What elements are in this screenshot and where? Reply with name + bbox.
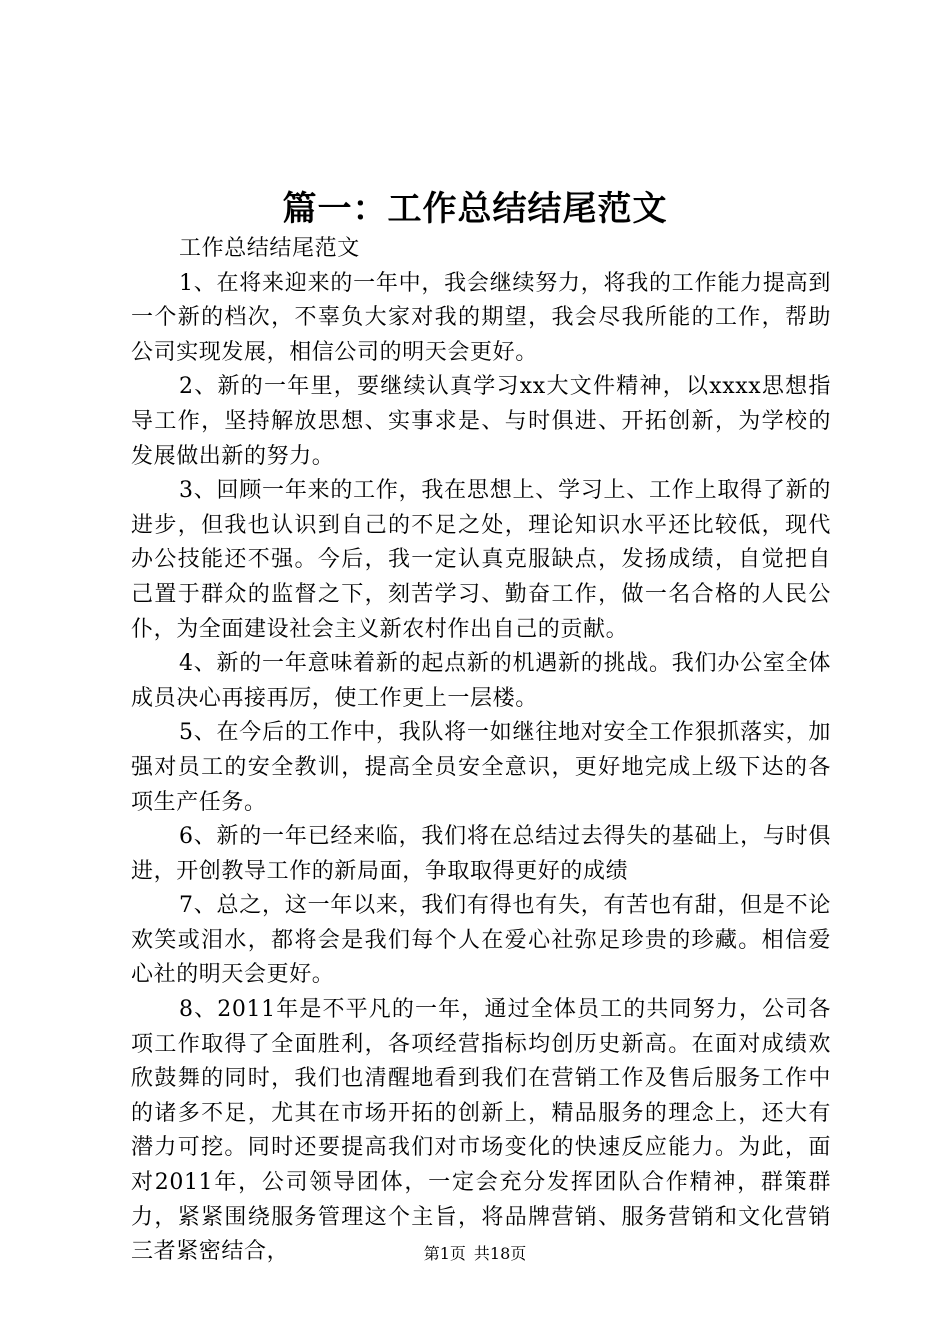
paragraph-6: 6、新的一年已经来临，我们将在总结过去得失的基础上，与时俱进，开创教导工作的新局面，争取取得更好的成绩 xyxy=(131,824,831,884)
page-number-total: 共18页 xyxy=(473,1244,527,1263)
document-body xyxy=(131,232,831,1270)
paragraph-1: 1、在将来迎来的一年中，我会继续努力，将我的工作能力提高到一个新的档次，不辜负大家对我的期望，我会尽我所能的工作，帮助公司实现发展，相信公司的明天会更好。 xyxy=(131,270,831,365)
paragraph-5: 5、在今后的工作中，我队将一如继往地对安全工作狠抓落实，加强对员工的安全教训，提高全员安全意识，更好地完成上级下达的各项生产任务。 xyxy=(131,720,831,815)
paragraph-8: 8、2011年是不平凡的一年，通过全体员工的共同努力，公司各项工作取得了全面胜利，各项经营指标均创历史新高。在面对成绩欢欣鼓舞的同时，我们也清醒地看到我们在营销工作及售后服务工作中的诸多不足，尤其在市场开拓的创新上，精品服务的理念上，还大有潜力可挖。同时还要提高我们对市场变化的快速反应能力。为此，面对2011年，公司领导团体，一定会充分发挥团队合作精神，群策群力，紧紧围绕服务管理这个主旨，将品牌营销、服务营销和文化营销三者紧密结合， xyxy=(131,997,831,1265)
paragraph-3: 3、回顾一年来的工作，我在思想上、学习上、工作上取得了新的进步，但我也认识到自己的不足之处，理论知识水平还比较低，现代办公技能还不强。今后，我一定认真克服缺点，发扬成绩，自觉把自己置于群众的监督之下，刻苦学习、勤奋工作，做一名合格的人民公仆，为全面建设社会主义新农村作出自己的贡献。 xyxy=(131,478,831,642)
document-title: 篇一：工作总结结尾范文 xyxy=(282,189,668,229)
page-footer xyxy=(0,1242,950,1266)
paragraph-7: 7、总之，这一年以来，我们有得也有失，有苦也有甜，但是不论欢笑或泪水，都将会是我们每个人在爱心社弥足珍贵的珍藏。相信爱心社的明天会更好。 xyxy=(131,893,831,988)
document-subtitle: 工作总结结尾范文 xyxy=(179,236,360,261)
paragraph-2: 2、新的一年里，要继续认真学习xx大文件精神，以xxxx思想指导工作，坚持解放思想、实事求是、与时俱进、开拓创新，为学校的发展做出新的努力。 xyxy=(131,374,831,469)
page-number-current: 第1页 xyxy=(423,1244,466,1263)
paragraph-4: 4、新的一年意味着新的起点新的机遇新的挑战。我们办公室全体成员决心再接再厉，使工作更上一层楼。 xyxy=(131,651,831,711)
